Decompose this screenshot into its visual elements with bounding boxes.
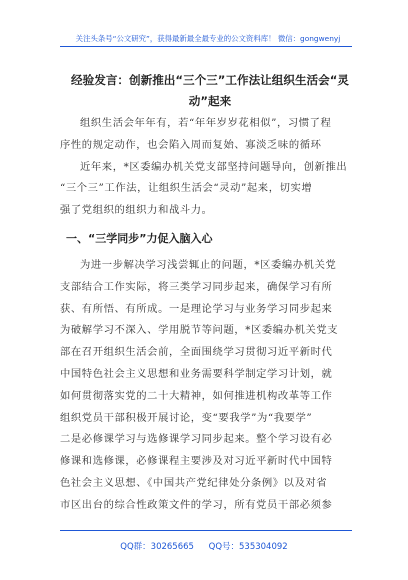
body-line: 为进一步解决学习浅尝辄止的问题，*区委编办机关党 — [80, 259, 337, 271]
qq-group: QQ群：30265665 — [120, 542, 194, 552]
intro-line: 近年来，*区委编办机关党支部坚持问题导向，创新推出 — [80, 160, 348, 173]
footer-divider — [60, 530, 352, 531]
section-1-body — [60, 255, 360, 517]
body-line: 二是必修课学习与选修课学习同步起来。整个学习设有必 — [60, 433, 333, 446]
intro-line: 组织生活会年年有，若“年年岁岁花相似”，习惯了程 — [80, 117, 332, 129]
promo-header: 关注头条号“公文研究”，获得最新最全最专业的公文资料库！ 微信：gongwenyj — [75, 34, 341, 43]
body-line: 色社会主义思想、《中国共产党纪律处分条例》以及对省 — [60, 476, 328, 489]
title-line-1: 经验发言：创新推出“三个三”工作法让组织生活会“灵 — [71, 73, 349, 87]
intro-line: 序性的规定动作，也会陷入周而复始、寡淡乏味的循环 — [60, 138, 322, 151]
body-line: 修课和选修课，必修课程主要涉及对习近平新时代中国特 — [60, 455, 333, 468]
intro-line: 强了党组织的组织力和战斗力。 — [60, 204, 213, 217]
body-line: 支部结合工作实际，将三类学习同步起来，确保学习有所 — [60, 280, 333, 293]
qq-number: QQ号：535304092 — [208, 542, 288, 552]
header-divider — [60, 46, 352, 47]
footer-contact — [0, 540, 408, 552]
body-line: 部在召开组织生活会前，全面围绕学习贯彻习近平新时代 — [60, 346, 333, 359]
body-line: 市区出台的综合性政策文件的学习，所有党员干部必须参 — [60, 498, 333, 511]
title-line-2: 动”起来 — [188, 94, 232, 108]
body-line: 为破解学习不深入、学用脱节等问题，*区委编办机关党支 — [60, 324, 339, 337]
body-line: 中国特色社会主义思想和业务需要科学制定学习计划，就 — [60, 367, 333, 380]
intro-line: “三个三”工作法，让组织生活会“灵动”起来，切实增 — [60, 182, 313, 195]
body-line: 获、有所悟、有所成。一是理论学习与业务学习同步起来 — [60, 302, 333, 315]
body-line: 如何贯彻落实党的二十大精神，如何推进机构改革等工作 — [60, 389, 333, 402]
body-line: 组织党员干部积极开展讨论，变“要我学”为“我要学” — [60, 411, 313, 424]
intro-paragraph — [60, 113, 360, 222]
section-1-heading: 一、“三学同步”力促入脑入心 — [66, 232, 213, 245]
document-title — [62, 70, 358, 112]
